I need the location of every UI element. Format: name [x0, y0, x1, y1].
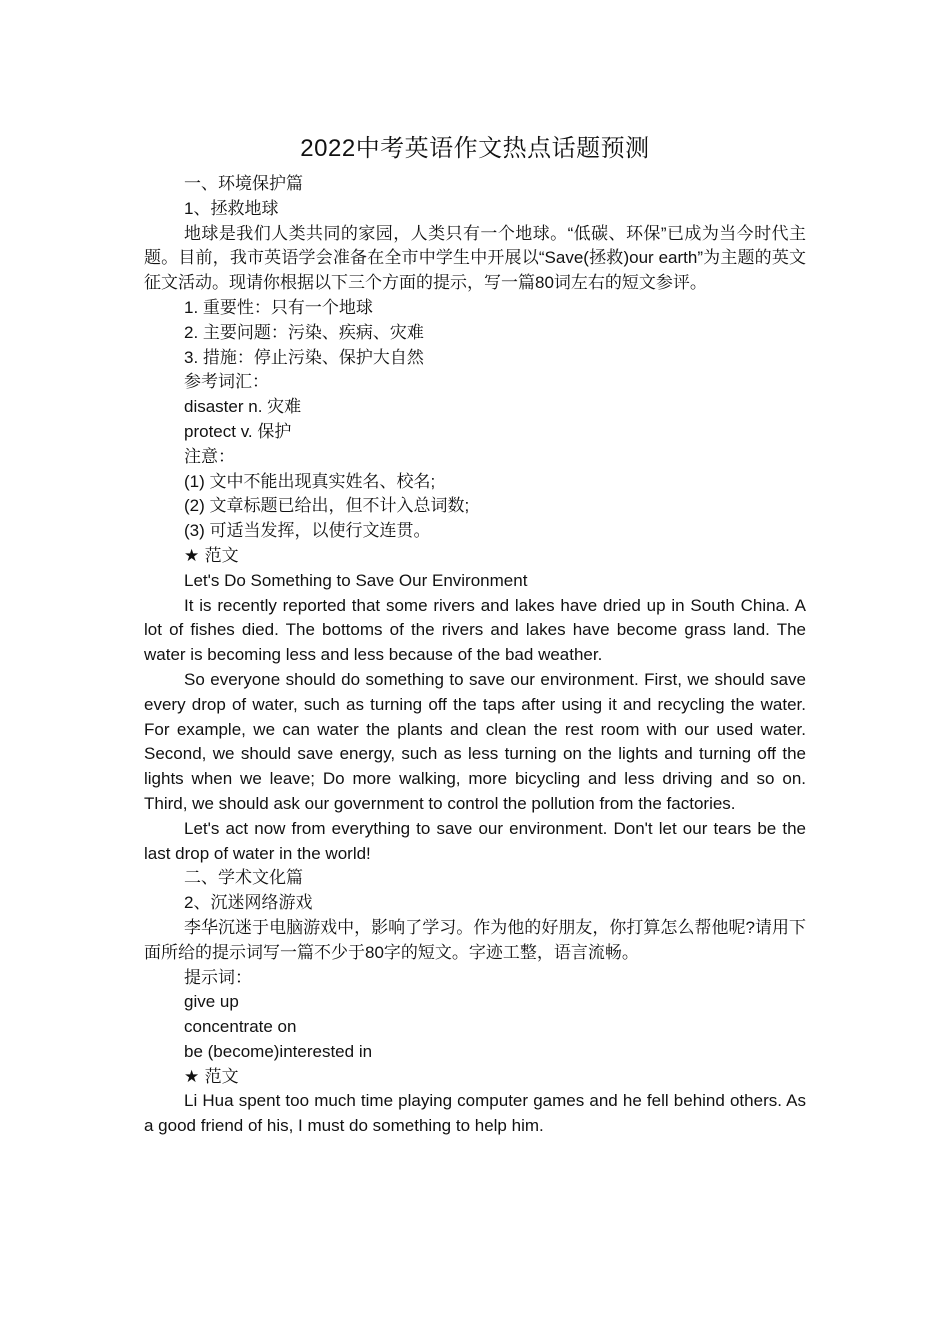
point-item: 1. 重要性：只有一个地球	[184, 297, 373, 317]
sample-label: ★ 范文	[184, 545, 239, 566]
prompt-paragraph: 地球是我们人类共同的家园，人类只有一个地球。“低碳、环保”已成为当今时代主题。目前，我市英语学会准备在全市中学生中开展以“Save(拯救)our earth”为主题的英文征文活动。现请你根据以下三个方面的提示，写一篇80词左右的短文参评。	[144, 223, 806, 293]
sample-paragraph: So everyone should do something to save our environment. First, we should save every drop of water, such as turning off the taps after using it and recycling the water. For example, we can water the plants and clean the rest room with our used water. Second, we should save energy, such as less turning on the lights and turning off the lights when we leave; Do more walking, more bicycling and less driving and so on. Third, we should ask our government to control the pollution from the factories.	[144, 669, 806, 813]
vocab-item: disaster n. 灾难	[184, 397, 302, 417]
vocab-label: 参考词汇：	[184, 372, 269, 392]
document-title: 2022中考英语作文热点话题预测	[300, 135, 650, 162]
hints-label: 提示词：	[184, 967, 252, 987]
note-item: (2) 文章标题已给出，但不计入总词数;	[184, 496, 470, 516]
notes-label: 注意：	[184, 446, 235, 466]
point-item: 3. 措施：停止污染、保护大自然	[184, 347, 424, 367]
sample-paragraph: It is recently reported that some rivers and lakes have dried up in South China. A lot of fishes died. The bottoms of the rivers and lakes have become grass land. The water is becoming less and less because of the bad weather.	[144, 595, 806, 665]
section-heading: 二、学术文化篇	[184, 868, 303, 888]
hint-item: concentrate on	[184, 1017, 297, 1037]
hint-item: give up	[184, 992, 239, 1012]
sample-label: ★ 范文	[184, 1066, 239, 1087]
hint-item: be (become)interested in	[184, 1041, 373, 1061]
document-page	[144, 132, 806, 1139]
sample-paragraph: Let's act now from everything to save our environment. Don't let our tears be the last drop of water in the world!	[144, 818, 806, 863]
topic-heading: 2、沉迷网络游戏	[184, 893, 313, 913]
sample-title: Let's Do Something to Save Our Environment	[184, 570, 528, 590]
note-item: (1) 文中不能出现真实姓名、校名;	[184, 471, 436, 491]
sample-paragraph: Li Hua spent too much time playing computer games and he fell behind others. As a good friend of his, I must do something to help him.	[144, 1091, 806, 1136]
point-item: 2. 主要问题：污染、疾病、灾难	[184, 322, 424, 342]
note-item: (3) 可适当发挥，以使行文连贯。	[184, 521, 431, 541]
topic-heading: 1、拯救地球	[184, 198, 279, 218]
prompt-paragraph: 李华沉迷于电脑游戏中，影响了学习。作为他的好朋友，你打算怎么帮他呢?请用下面所给的提示词写一篇不少于80字的短文。字迹工整，语言流畅。	[144, 917, 806, 962]
section-heading: 一、环境保护篇	[184, 174, 303, 193]
vocab-item: protect v. 保护	[184, 421, 292, 441]
